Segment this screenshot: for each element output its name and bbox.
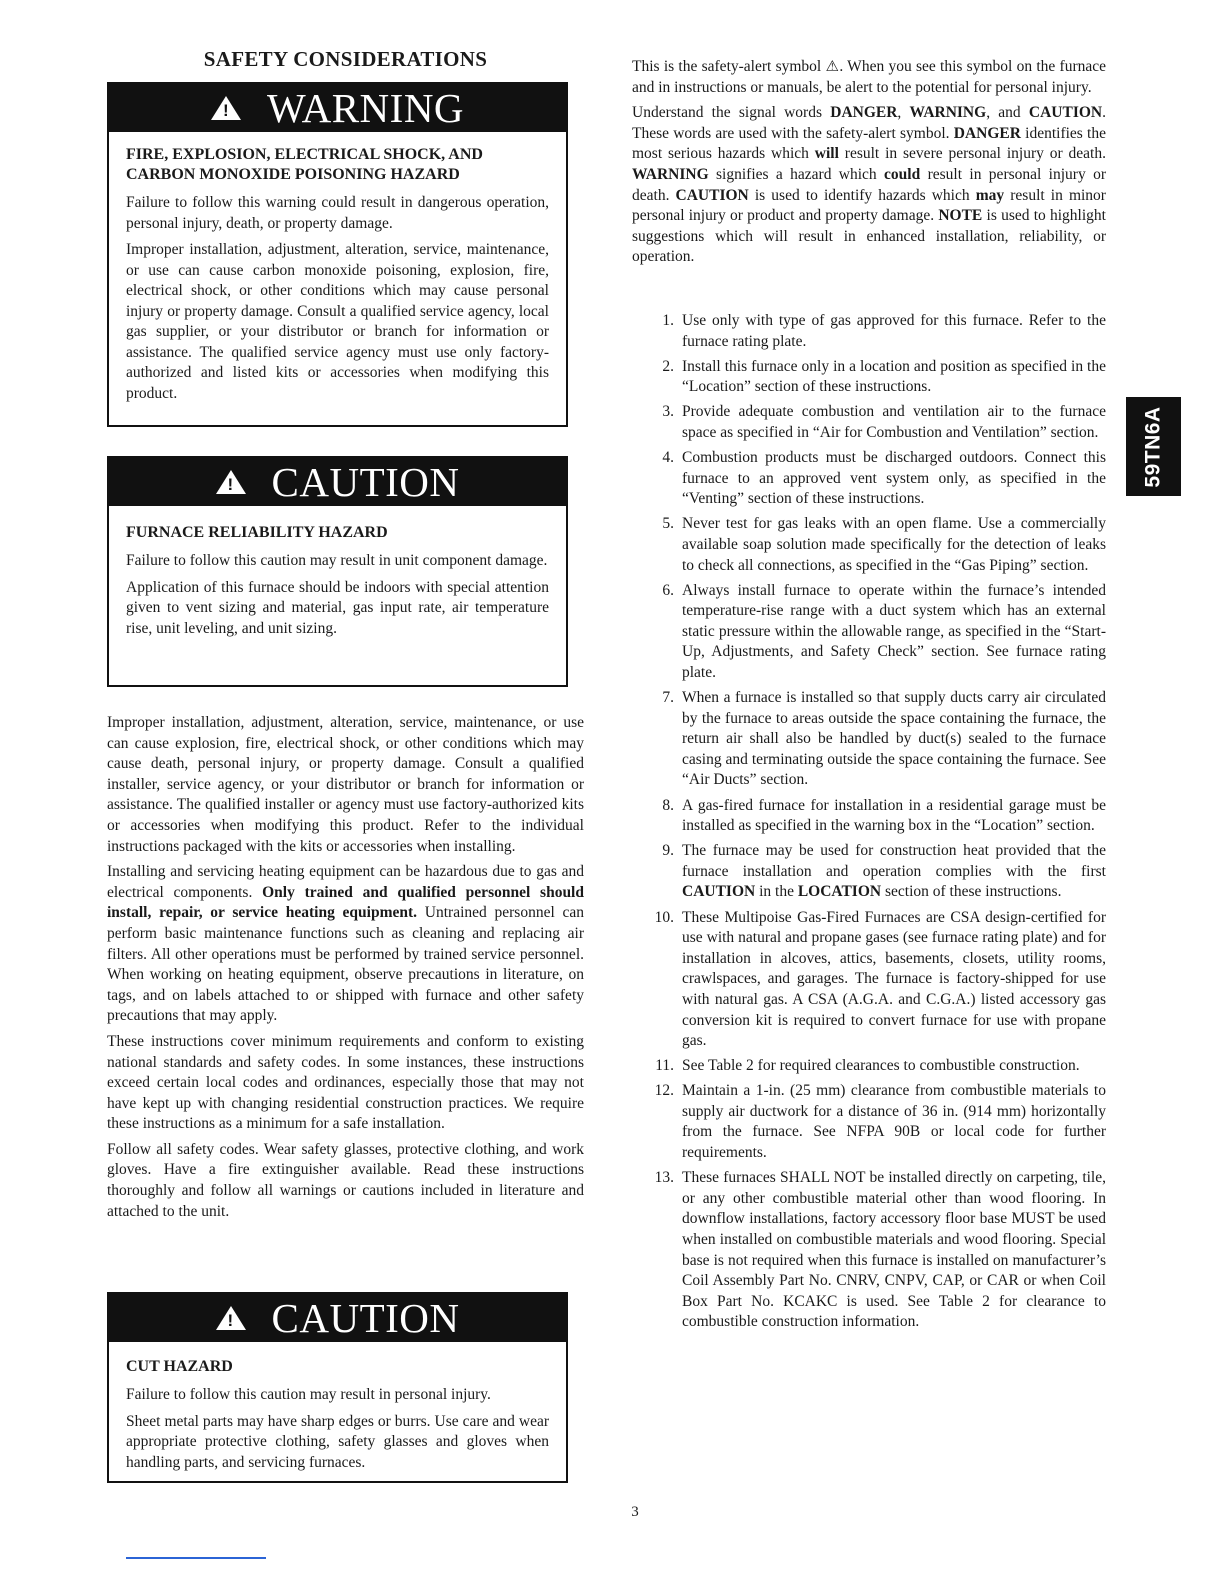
safety-alert-icon: ⚠ (825, 57, 840, 75)
warning-heading: FIRE, EXPLOSION, ELECTRICAL SHOCK, AND CARBON MONOXIDE POISONING HAZARD (126, 146, 483, 183)
caution-box-cut (107, 1292, 568, 1483)
body-paragraph: Follow all safety codes. Wear safety glasses, protective clothing, and work gloves. Have a fire extinguisher available. Read these instructions thoroughly and follow all warnings or cautions included in literature and attached to the unit. (107, 1140, 584, 1220)
caution-box-reliability (107, 456, 568, 687)
list-item: 10. These Multipoise Gas-Fired Furnaces are CSA design-certified for use with natural and propane gases (see furnace rating plate) and for installation in alcoves, attics, basements, closets, utility rooms, crawlspaces, and garages. The furnace is factory-shipped for use with natural gas. A CSA (A.G.A. and C.G.A.) listed accessory gas conversion kit is required to convert furnace for use with propane gas. (654, 908, 1106, 1050)
safety-list (632, 311, 1106, 1337)
intro-paragraph: Understand the signal words DANGER, WARNING, and CAUTION. These words are used with the safety-alert symbol. DANGER identifies the most serious hazards which will result in severe personal injury or death. WARNING signifies a hazard which could result in personal injury or death. CAUTION is used to identify hazards which may result in minor personal injury or product and property damage. NOTE is used to highlight suggestions which will result in enhanced installation, reliability, or operation. (632, 104, 1106, 266)
list-item: 11. See Table 2 for required clearances to combustible construction. (655, 1057, 1080, 1075)
list-item: 1. Use only with type of gas approved for this furnace. Refer to the furnace rating plate. (662, 312, 1106, 350)
list-item: 7. When a furnace is installed so that supply ducts carry air circulated by the furnace to areas outside the space containing the furnace, the return air shall also be handled by duct(s) sealed to the furnace casing and terminating outside the space containing the furnace. See “Air Ducts” section. (662, 689, 1106, 789)
warning-text-2: Improper installation, adjustment, alteration, service, maintenance, or use can cause carbon monoxide poisoning, explosion, fire, electrical shock, or other conditions which may cause personal injury or property damage. Consult a qualified service agency, local gas supplier, or your distributor or branch for information or assistance. The qualified service agency must use only factory-authorized and listed kits or accessories when modifying this product. (126, 241, 549, 402)
warning-text-1: Failure to follow this warning could result in dangerous operation, personal injury, death, or property damage. (126, 194, 549, 232)
caution-banner (109, 458, 566, 506)
list-item: 9. The furnace may be used for construction heat provided that the furnace installation and operation complies with the first CAUTION in the LOCATION section of these instructions. (662, 842, 1106, 901)
divider (126, 1557, 266, 1559)
list-item: 6. Always install furnace to operate within the furnace’s intended temperature-rise range with a duct system which has an external static pressure within the allowable range, as specified in the “Start-Up, Adjustments, and Safety Check” section. See furnace rating plate. (662, 581, 1106, 681)
list-item: 4. Combustion products must be discharged outdoors. Connect this furnace to an approved vent system only, as specified in the “Venting” section of these instructions. (662, 449, 1106, 508)
caution-banner-label: CAUTION (271, 459, 460, 505)
safety-alert-icon: ! (216, 1306, 246, 1330)
list-item: 8. A gas-fired furnace for installation in a residential garage must be installed as specified in the warning box in the “Location” section. (662, 796, 1106, 835)
caution-banner-label: CAUTION (271, 1295, 460, 1341)
body-paragraph: Improper installation, adjustment, alteration, service, maintenance, or use can cause explosion, fire, electrical shock, or other conditions which may cause death, personal injury, or property damage. Consult a qualified installer, service agency, or your distributor or branch for information or assistance. The qualified installer or agency must use factory-authorized kits or accessories when modifying this product. Refer to the individual instructions packaged with the kits or accessories when installing. (107, 714, 584, 855)
caution-text-2: Application of this furnace should be indoors with special attention given to vent sizing and material, gas input rate, air temperature rise, unit leveling, and unit sizing. (126, 578, 549, 637)
caution-heading: FURNACE RELIABILITY HAZARD (126, 524, 388, 541)
warning-box (107, 82, 568, 427)
body-paragraph: These instructions cover minimum requirements and conform to existing national standards and safety codes. In some instances, these instructions exceed certain local codes and ordinances, especially those that may not have kept up with changing residential construction practices. We require these instructions as a minimum for a safe installation. (107, 1032, 584, 1133)
caution-heading: CUT HAZARD (126, 1358, 233, 1375)
body-paragraph: Installing and servicing heating equipment can be hazardous due to gas and electrical components. Only trained and qualified personnel should install, repair, or service heating equipment. Untrained personnel can perform basic maintenance functions such as cleaning and replacing air filters. All other operations must be performed by trained service personnel. When working on heating equipment, observe precautions in literature, on tags, and on labels attached to or shipped with furnace and other safety precautions that may apply. (107, 863, 585, 1025)
model-side-tab: 59TN6A (1126, 397, 1181, 496)
right-intro (632, 56, 1106, 273)
caution-banner (109, 1294, 566, 1342)
list-item: 13. These furnaces SHALL NOT be installed directly on carpeting, tile, or any other combustible material other than wood flooring. In downflow installations, factory accessory floor base MUST be used when installed on combustible materials and wood flooring. Special base is not required when this furnace is installed on manufacturer’s Coil Assembly Part No. CNRV, CNPV, CAP, or CAR or when Coil Box Part No. KCAKC is used. See Table 2 for clearance to combustible construction information. (654, 1169, 1106, 1331)
caution-text-1: Failure to follow this caution may result in unit component damage. (126, 552, 548, 569)
safety-alert-icon: ! (216, 470, 246, 494)
caution-text-1: Failure to follow this caution may result in personal injury. (126, 1386, 491, 1403)
safety-alert-icon: ! (211, 96, 241, 120)
warning-banner-label: WARNING (266, 85, 465, 131)
warning-banner (109, 84, 566, 132)
left-body-text (107, 713, 584, 1227)
list-item: 5. Never test for gas leaks with an open flame. Use a commercially available soap solution made specifically for the detection of leaks to check all connections, as specified in the “Gas Piping” section. (662, 515, 1106, 574)
section-title: SAFETY CONSIDERATIONS (203, 47, 488, 71)
list-item: 12. Maintain a 1-in. (25 mm) clearance from combustible materials to supply air ductwork for a distance of 36 in. (914 mm) horizontally from the furnace. See NFPA 90B or local code for further requirements. (654, 1082, 1106, 1162)
page-number: 3 (631, 1504, 639, 1520)
caution-text-2: Sheet metal parts may have sharp edges or burrs. Use care and wear appropriate protective clothing, safety glasses and gloves when handling parts, and servicing furnaces. (126, 1412, 549, 1471)
list-item: 2. Install this furnace only in a location and position as specified in the “Location” section of these instructions. (662, 357, 1106, 396)
intro-paragraph: This is the safety-alert symbol ⚠. When you see this symbol on the furnace and in instructions or manuals, be alert to the potential for personal injury. (632, 57, 1106, 96)
list-item: 3. Provide adequate combustion and ventilation air to the furnace space as specified in “Air for Combustion and Ventilation” section. (662, 403, 1106, 441)
